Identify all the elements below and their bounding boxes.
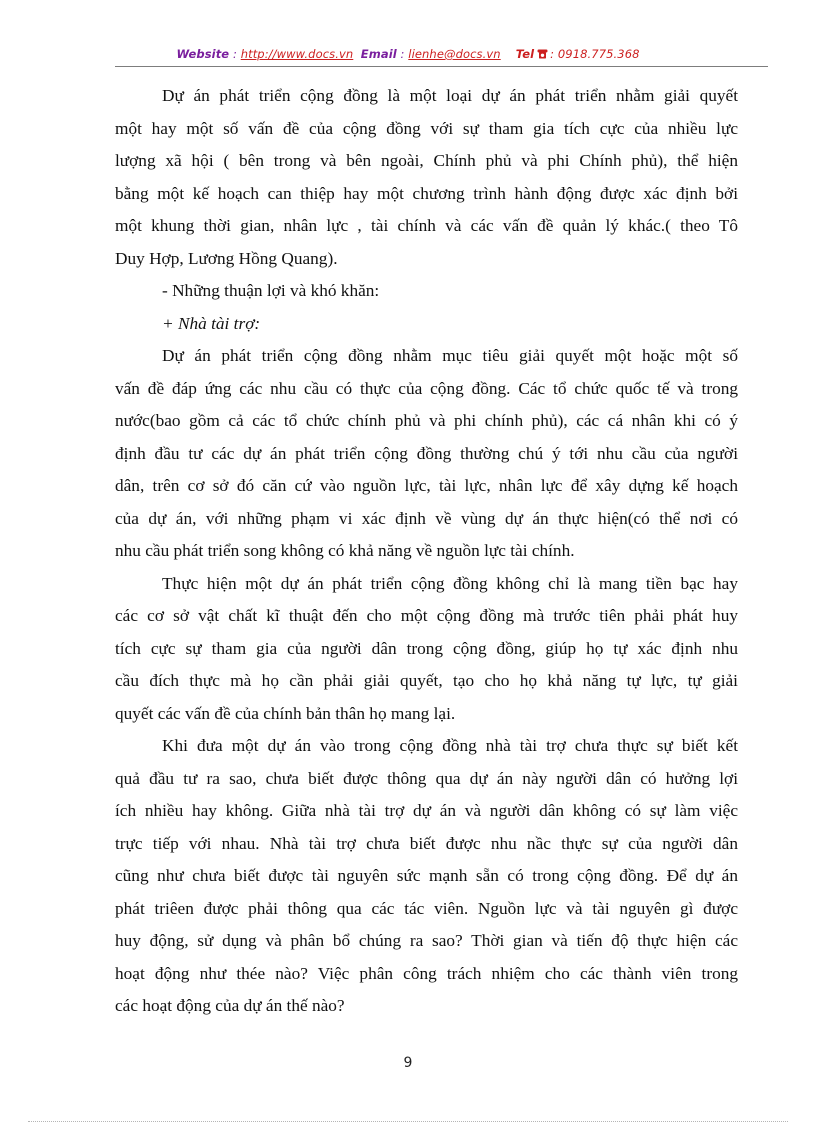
text-line: huy động, sử dụng và phân bổ chúng ra sao? Thời gian và tiến độ thực hiện các [115,931,738,950]
text-line: Dự án phát triển cộng đồng là một loại dự án phát triển nhằm giải quyết [162,86,738,105]
email-label: Email [360,47,397,61]
phone-colon: : [550,47,558,61]
text-line: Dự án phát triển cộng đồng nhằm mục tiêu giải quyết một hoặc một số [162,346,738,365]
text-line: + Nhà tài trợ: [162,313,261,333]
text-line: bằng một kế hoạch can thiệp hay một chương trình hành động được xác định bởi [115,183,738,203]
text-line: của dự án, với những phạm vi xác định về vùng dự án thực hiện(có thể nơi có [115,508,738,528]
text-line: các cơ sở vật chất kĩ thuật đến cho một cộng đồng mà trước tiên phải phát huy [115,606,738,625]
email-colon: : [396,47,409,61]
footer-divider [28,1121,788,1122]
text-line: một hay một số vấn đề của cộng đồng với sự tham gia tích cực của nhiều lực [115,118,738,138]
page-header [0,47,816,61]
email-link[interactable]: lienhe@docs.vn [408,47,501,61]
text-line: trực tiếp với nhau. Nhà tài trợ chưa biết được nhu nầc thực sự của người dân [115,833,738,853]
text-line: phát triêen được phải thông qua các tác viên. Nguồn lực và tài nguyên gì được [115,898,738,918]
text-line: nước(bao gồm cả các tổ chức chính phủ và phi chính phủ), các cá nhân khi có ý [115,411,738,430]
text-line: Duy Hợp, Lương Hồng Quang). [115,248,338,268]
text-line: nhu cầu phát triển song không có khả năng về nguồn lực tài chính. [115,541,575,560]
page-number: 9 [403,1055,413,1071]
header-divider [115,66,768,67]
text-line: một khung thời gian, nhân lực , tài chính và các vấn đề quản lý khác.( theo Tô [115,216,738,235]
text-line: quyết các vấn đề của chính bản thân họ mang lại. [115,703,456,723]
body-text [115,80,738,1023]
text-line: Khi đưa một dự án vào trong cộng đồng nhà tài trợ chưa thực sự biết kết [162,736,738,755]
text-line: định đầu tư các dự án phát triển cộng đồng thường chú ý tới nhu cầu của người [115,443,738,463]
text-line: Thực hiện một dự án phát triển cộng đồng không chỉ là mang tiền bạc hay [162,573,738,593]
text-line: lượng xã hội ( bên trong và bên ngoài, Chính phủ và phi Chính phủ), thể hiện [115,151,738,170]
website-label: Website [176,47,230,61]
phone-number: 0918.775.368 [557,47,640,61]
text-line: hoạt động như thée nào? Việc phân công trách nhiệm cho các thành viên trong [115,963,738,983]
phone-icon [537,49,548,59]
text-line: tích cực sự tham gia của người dân trong cộng đồng, giúp họ tự xác định nhu [115,638,738,658]
text-line: các hoạt động của dự án thế nào? [115,996,345,1015]
text-line: dân, trên cơ sở đó căn cứ vào nguồn lực, tài lực, nhân lực để xây dựng kế hoạch [115,476,738,495]
website-link[interactable]: http://www.docs.vn [240,47,354,61]
text-line: cũng như chưa biết được tài nguyên sức mạnh sẵn có trong cộng đồng. Để dự án [115,866,738,885]
website-colon: : [229,47,241,61]
text-line: - Những thuận lợi và khó khăn: [162,281,380,300]
tel-label: Tel [515,47,535,61]
text-line: vấn đề đáp ứng các nhu cầu có thực của cộng đồng. Các tổ chức quốc tế và trong [115,378,738,398]
text-line: cầu đích thực mà họ cần phải giải quyết, tạo cho họ khả năng tự lực, tự giải [115,671,738,690]
text-line: quả đầu tư ra sao, chưa biết được thông qua dự án này người dân có hưởng lợi [115,768,738,788]
text-line: ích nhiều hay không. Giữa nhà tài trợ dự án và người dân không có sự làm việc [115,801,738,820]
